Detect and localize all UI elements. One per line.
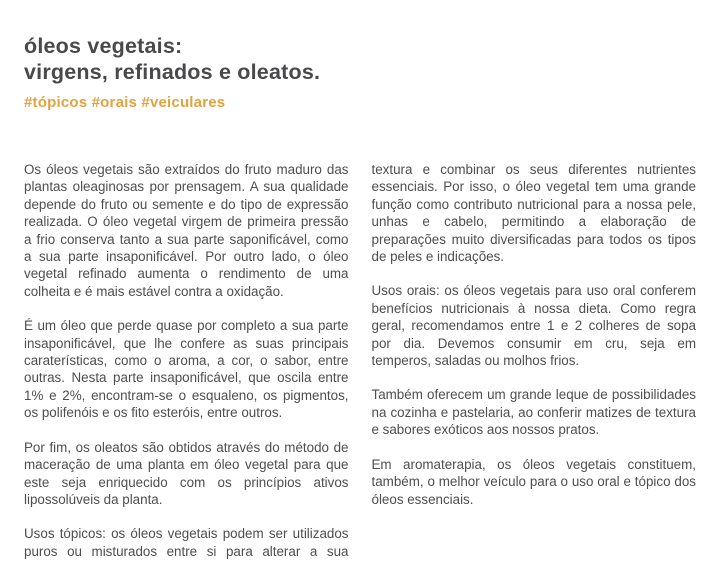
paragraph-aromatherapy: Em aromaterapia, os óleos vegetais constituem, também, o melhor veículo para o uso oral e tópico dos óleos essenciais. <box>371 456 696 507</box>
hashtag-list: #tópicos #orais #veiculares <box>24 94 226 111</box>
paragraph-topical-uses-continued: textura e combinar os seus diferentes nutrientes essenciais. Por isso, o óleo vegetal tem uma grande função como contributo nutricional para a nossa pele, unhas e cabelo, permitindo a elaboração de preparações muito diversificadas para todos os tipos de peles e indicações. <box>371 162 696 265</box>
title-line-2: virgens, refinados e oleatos. <box>24 60 321 84</box>
paragraph-oleates: Por fim, os oleatos são obtidos através do método de maceração de uma planta em óleo vegetal para que este seja enriquecido com os princípios ativos lipossolúveis da planta. <box>24 439 349 507</box>
text-column-right <box>372 161 697 560</box>
paragraph-intro: Os óleos vegetais são extraídos do fruto maduro das plantas oleaginosas por prensagem. A sua qualidade depende do fruto ou semente e do tipo de expressão realizada. O óleo vegetal virgem de primeira pressão a frio conserva tanto a sua parte saponificável, como a sua parte insaponificável. Por outro lado, o óleo vegetal refinado aumenta o rendimento de uma colheita e é mais estável contra a oxidação. <box>24 162 349 299</box>
title-line-1: óleos vegetais: <box>24 34 183 58</box>
paragraph-topical-uses: Usos tópicos: os óleos vegetais podem ser utilizados puros ou misturados entre si para alterar a sua <box>24 526 349 559</box>
paragraph-cooking: Também oferecem um grande leque de possibilidades na cozinha e pastelaria, ao conferir matizes de textura e sabores exóticos aos nossos pratos. <box>371 387 696 438</box>
paragraph-refined-oil: É um óleo que perde quase por completo a sua parte insaponificável, que lhe confere as suas principais caraterísticas, como o aroma, a cor, o sabor, entre outras. Nesta parte insaponificável, que oscila entre 1% e 2%, encontram-se o esqualeno, os pigmentos, os polifenóis e os fito esteróis, entre outros. <box>24 318 349 421</box>
text-column-left <box>24 161 349 560</box>
header <box>24 33 696 111</box>
page-title <box>24 33 696 85</box>
article-body <box>24 161 696 560</box>
paragraph-oral-uses: Usos orais: os óleos vegetais para uso oral conferem benefícios nutricionais à nossa dieta. Como regra geral, recomendamos entre 1 e 2 colheres de sopa por dia. Devemos consumir em cru, seja em temperos, saladas ou molhos frios. <box>371 283 696 369</box>
